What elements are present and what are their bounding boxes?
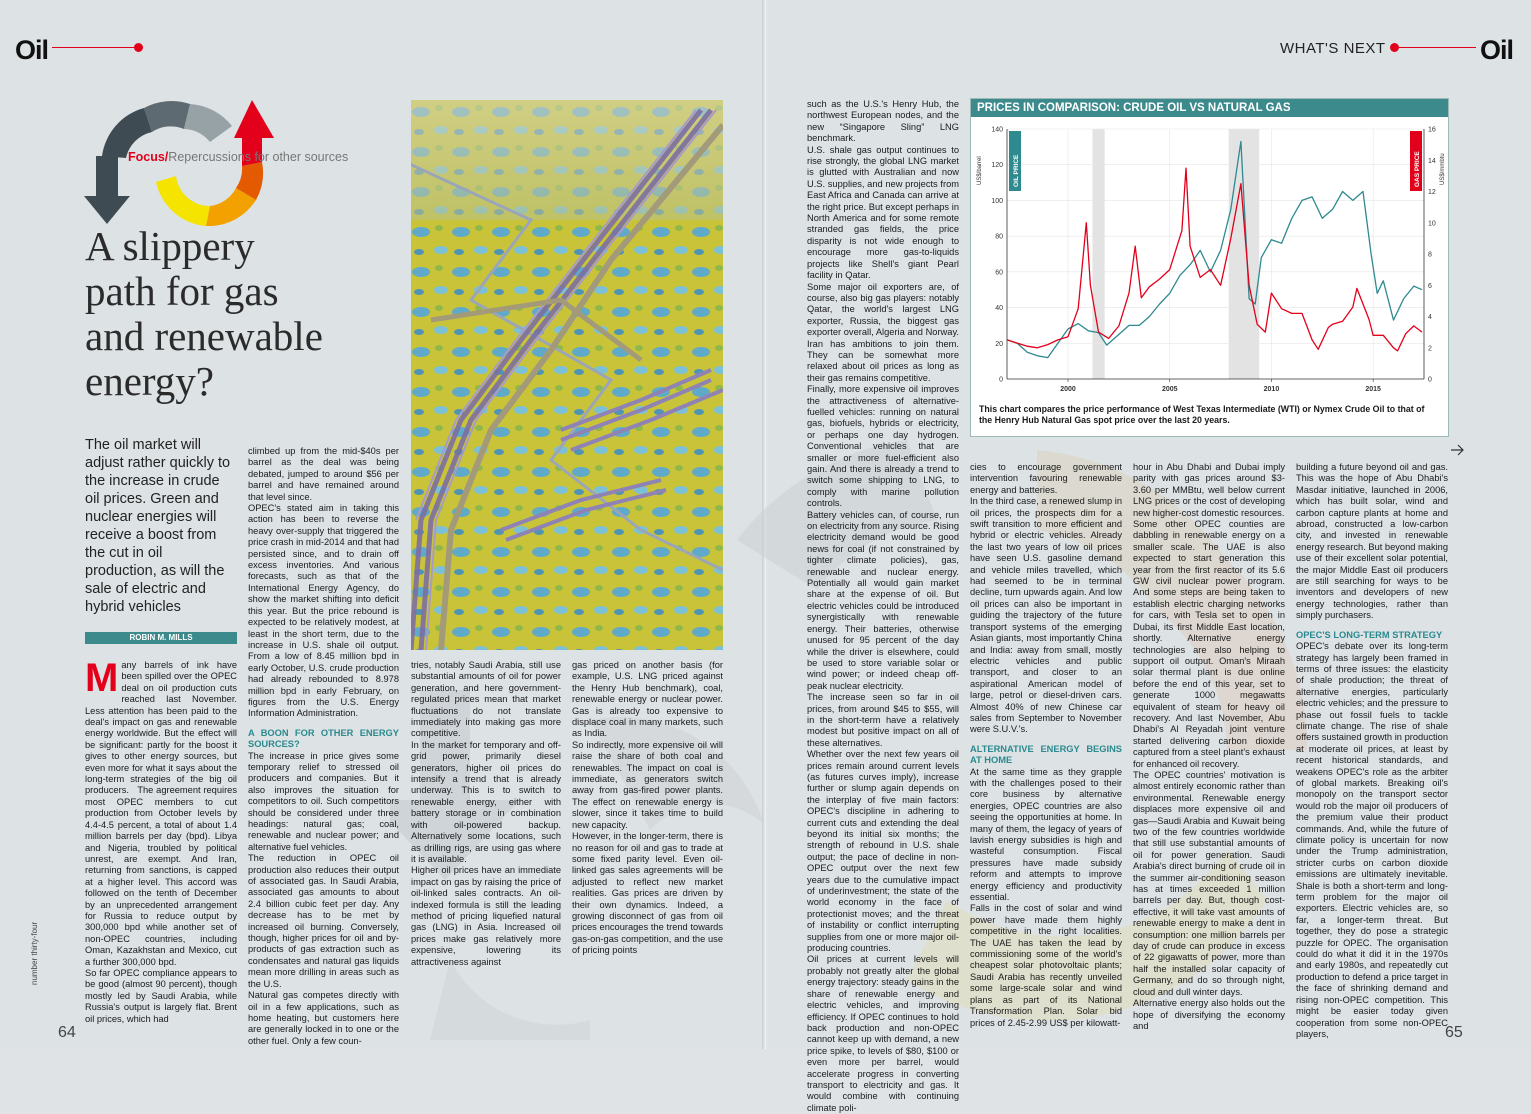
oil-logo-left: Oil	[15, 35, 49, 65]
left-page	[0, 0, 764, 1049]
paragraph: OPEC's debate over its long-term strategy has largely been framed in terms of three issues: the elasticity of shale production; the threat of alternative energies, particularly electric vehicles; and the pressure to phase out fossil fuels to tackle climate change. The rise of shale offers sustained growth in production at moderate oil prices, at least by recent historical standards, and weakens OPEC's role as the arbiter of global markets. Breaking oil's monopoly on the transport sector would rob the major oil producers of the premium value their product commands. And, while the future of climate policy is uncertain for now under the Trump administration, stricter curbs on carbon dioxide emissions are ultimately inevitable. Shale is both a short-term and long-term problem for the major oil exporters. Electric vehicles are, so far, a longer-term threat. But together, they do pose a strategic puzzle for OPEC. The organisation could do what it did it in the 1970s and early 1980s, and repeatedly cut production to defend a price target in the face of shrinking demand and rising non-OPEC competition. This might be easier today given cooperation from some non-OPEC players,	[1296, 641, 1448, 1039]
paragraph: At the same time as they grapple with the challenges posed to their core business by alternative energies, OPEC countries are also seeing the opportunities at home. In many of them, the legacy of years of lavish energy subsidies is high and wasteful consumption. Fiscal pressures have made subsidy reform and attempts to improve energy efficiency and productivity essential.	[970, 766, 1122, 903]
recession-shade	[1229, 129, 1260, 379]
article-title: A slippery path for gas and renewable energy?	[85, 223, 323, 404]
y-right-tick-label: 8	[1428, 251, 1432, 259]
y-left-tick-label: 60	[995, 269, 1003, 277]
paragraph: cies to encourage government intervention favouring renewable energy and batteries.	[970, 462, 1122, 495]
chart-plot	[971, 117, 1448, 404]
y-right-tick-label: 16	[1428, 126, 1436, 134]
paragraph: hour in Abu Dhabi and Dubai imply parity with gas prices around $3-3.60 per MMBtu, well below current LNG prices or the cost of developing new higher-cost domestic resources.	[1133, 462, 1285, 518]
paragraph: climbed up from the mid-$40s per barrel as the deal was being debated, jumped to around $56 per barrel and have remained around that level since.	[248, 446, 399, 502]
y-left-tick-label: 140	[991, 126, 1003, 134]
header-rule-right	[1396, 47, 1476, 48]
page-number-left: 64	[58, 1024, 76, 1041]
paragraph: The increase seen so far in oil prices, from around $45 to $55, will in the short-term have a relatively modest but positive impact on all of these alternatives.	[807, 692, 959, 748]
subheading-boon: A BOON FOR OTHER ENERGY SOURCES?	[248, 727, 399, 750]
y-right-tick-label: 2	[1428, 345, 1432, 353]
paragraph: Falls in the cost of solar and wind power have made them highly competitive in the right localities. The UAE has taken the lead by commissioning some of the world's cheapest solar photovoltaic plants; Saudi Arabia has recently unveiled some large-scale solar and wind plans as part of its National Transformation Plan. Solar bid prices of 2.45-2.99 US$ per kilowatt-	[970, 903, 1122, 1028]
y-left-label: OIL PRICE	[1013, 154, 1020, 187]
gas-price-line	[1007, 168, 1422, 351]
paragraph: U.S. shale gas output continues to rise strongly, the global LNG market is glutted with Australian and now U.S. supplies, and new projects from East Africa and Canada can arrive at the right price. But except perhaps in North America and for some remote stranded gas fields, the price disparity is not wide enough to encourage more gas-to-liquids projects like Shell's giant Pearl facility in Qatar.	[807, 144, 959, 281]
chart-title: PRICES IN COMPARISON: CRUDE OIL VS NATURAL GAS	[971, 99, 1448, 117]
paragraph: The increase in price gives some temporary relief to stressed oil producers and companies. But it also improves the situation for competitors to oil. Such competitors should be considered under three headings: natural gas; coal, renewable and nuclear power; and alternative fuel vehicles.	[248, 750, 399, 852]
paragraph: So indirectly, more expensive oil will raise the share of both coal and renewables. The impact on coal is immediate, as generators switch away from gas-fired power plants. The effect on renewable energy is slower, since it takes time to build new capacity.	[572, 739, 723, 830]
paragraph: gas priced on another basis (for example, U.S. LNG priced against the Henry Hub benchmark), coal, renewable energy or nuclear power. Gas is already too expensive to displace coal in many markets, such as India.	[572, 660, 723, 739]
x-tick-label: 2000	[1060, 386, 1076, 393]
y-left-tick-label: 20	[995, 340, 1003, 348]
y-left-tick-label: 40	[995, 305, 1003, 313]
column-5	[807, 99, 959, 1114]
y-right-tick-label: 14	[1428, 157, 1436, 165]
section-label: WHAT'S NEXT	[1280, 40, 1386, 57]
continue-arrow-icon	[1451, 444, 1465, 456]
x-tick-label: 2005	[1161, 386, 1178, 393]
article-lede: The oil market will adjust rather quickly to the increase in crude oil prices. Green and nuclear energies will receive a boost from the cut in oil production, as will the sale of electric and hybrid vehicles	[85, 437, 231, 615]
paragraph: Oil prices at current levels will probably not greatly alter the global energy trajectory: steady gains in the share of renewable energy and electric vehicles, and improving efficiency. If OPEC continues to hold back production and non-OPEC cannot keep up with demand, a new price spike, to levels of $80, $100 or even more per barrel, would accelerate progress in converting transport to electricity and gas. It would combine with continuing climate poli-	[807, 954, 959, 1113]
y-left-tick-label: 80	[995, 233, 1003, 241]
paragraph: Natural gas competes directly with oil in a few applications, such as home heating, but customers here are generally locked in to one or the other fuel. Only a few coun-	[248, 990, 399, 1046]
oil-price-line	[1007, 142, 1422, 358]
paragraph: such as the U.S.'s Henry Hub, the northwest European nodes, and the new “Singapore Sling” LNG benchmark.	[807, 99, 959, 144]
column-7	[1133, 462, 1285, 1032]
paragraph: In the third case, a renewed slump in oil prices, the prospects dim for a swift transition to more efficient and hybrid or electric vehicles. Already the last two years of low oil prices have seen U.S. gasoline demand and vehicle miles travelled, which had seemed to be in terminal decline, turn upwards again. And low oil prices can also be important in guiding the trajectory of the future transport systems of the emerging Asian giants, most importantly China and India: away from small, mostly electric vehicles and public transport, and closer to an aspirational American model of large, petrol or diesel-driven cars. Almost 40% of new Chinese car sales from September to November were S.U.V.'s.	[970, 496, 1122, 735]
column-2	[248, 446, 399, 1047]
paragraph: building a future beyond oil and gas. This was the hope of Abu Dhabi's Masdar initiative, launched in 2006, which has built solar, wind and carbon capture plants at home and abroad, constructed a low-carbon city, and invested in renewable energy research. But beyond making use of their excellent solar potential, the major Middle East oil producers are still searching for ways to be inventors and developers of new energy technologies, rather than simply purchasers.	[1296, 462, 1448, 621]
header-rule-left	[52, 47, 138, 48]
y-right-tick-label: 6	[1428, 282, 1432, 290]
issue-number: number thirty-four	[30, 921, 39, 985]
x-tick-label: 2010	[1263, 386, 1280, 393]
y-right-unit: US$/mmbtu	[1440, 153, 1446, 185]
paragraph: So far OPEC compliance appears to be good (almost 90 percent), though mostly led by Saudi Arabia, while Russia's output is largely flat. Brent oil prices, which had	[85, 967, 237, 1024]
price-comparison-chart	[970, 98, 1449, 437]
subheading-alternative: ALTERNATIVE ENERGY BEGINS AT HOME	[970, 743, 1122, 766]
paragraph: In the market for temporary and off-grid power, primarily diesel generators, higher oil prices do intensify a trend that is already underway. This is to switch to renewable energy, either with battery storage or in combination with oil-powered backup. Alternatively some locations, such as drilling rigs, are using gas where it is available.	[411, 739, 561, 864]
y-right-tick-label: 0	[1428, 376, 1432, 384]
y-right-tick-label: 12	[1428, 189, 1436, 196]
pipeline-aerial-photo	[411, 100, 723, 650]
paragraph: Higher oil prices have an immediate impact on gas by raising the price of oil-linked sales contracts. An oil-indexed formula is still the leading method of pricing liquefied natural gas (LNG) in Asia. Increased oil prices make gas relatively more expensive, lowering its attractiveness against	[411, 865, 561, 967]
page-number-right: 65	[1445, 1024, 1463, 1041]
column-4	[572, 660, 723, 957]
y-left-tick-label: 0	[999, 376, 1003, 384]
column-6	[970, 462, 1122, 1029]
subheading-strategy: OPEC'S LONG-TERM STRATEGY	[1296, 629, 1443, 640]
x-tick-label: 2015	[1365, 386, 1381, 393]
paragraph: The reduction in OPEC oil production also reduces their output of associated gas. In Saudi Arabia, associated gas amounts to about 2.4 billion cubic feet per day. Any decrease has to be met by increased oil burning. Conversely, though, higher prices for oil and by-products of gas extraction such as condensates and natural gas liquids mean more drilling in areas such as the U.S.	[248, 853, 399, 989]
paragraph: Finally, more expensive oil improves the attractiveness of alternative-fuelled vehicles: running on natural gas, biofuels, hybrids or electricity, or perhaps one day hydrogen. Conventional vehicles that are smaller or more fuel-efficient also gain. And there is already a trend to switch some shipping to LNG, to comply with marine pollution controls.	[807, 384, 959, 509]
drop-cap: M	[85, 656, 119, 700]
paragraph: OPEC's stated aim in taking this action has been to reverse the heavy over-supply that triggered the price crash in mid-2014 and that had persisted since, and to drain off excess inventories. And various forecasts, such as that of the International Energy Agency, do show the market shifting into deficit this year. But the price rebound is expected to be relatively modest, at least in the short term, due to the increase in U.S. shale oil output. From a low of 8.45 million bpd in early October, U.S. crude production had already rebounded to 8.978 million bpd in early February, on figures from the U.S. Energy Information Administration.	[248, 503, 399, 719]
paragraph: Whether over the next few years oil prices remain around current levels (as futures curves imply), increase further or slump again depends on the interplay of five main factors: OPEC's discipline in adhering to current cuts and extending the deal beyond its initial six months; the strength of rebound in U.S. shale output; the pace of decline in non-OPEC output over the next few years due to the cumulative impact of underinvestment; the state of the world economy in the face of protectionist moves; and the threat of instability or conflict interrupting supplies from one or more major oil-producing countries.	[807, 749, 959, 954]
column-1	[85, 656, 237, 1025]
paragraph: any barrels of ink have been spilled over the OPEC deal on oil production cuts reached last November. Less attention has been paid to the deal's impact on gas and renewable energy worldwide. But the effect will be significant: partly for the boost it gives to other energy sources, but even more for what it says about the long-term strategies of the big oil producers. The agreement requires most OPEC members to cut production from October levels by 4.4-4.5 percent, a total of about 1.4 million barrels per day (bpd). Libya and Nigeria, troubled by political unrest, are exempt. And Iran, returning from sanctions, is capped at a higher level. This accord was followed on the tenth of December by an unprecedented arrangement for Russia to reduce output by 300,000 bpd while another set of non-OPEC countries, including Oman, Kazakhstan and Mexico, cut a further 300,000 bpd.	[85, 660, 237, 967]
y-right-tick-label: 10	[1428, 220, 1436, 228]
column-3	[411, 660, 561, 968]
paragraph: Alternative energy also holds out the hope of diversifying the economy and	[1133, 998, 1285, 1031]
header-dot-left	[134, 43, 143, 52]
byline: ROBIN M. MILLS	[85, 632, 237, 644]
paragraph: The OPEC countries' motivation is almost entirely economic rather than environmental. Renewable energy displaces more expensive oil and gas—Saudi Arabia and Kuwait being two of the few countries worldwide that still use substantial amounts of oil for power generation. Saudi Arabia's direct burning of crude oil in the summer air-conditioning season has at times exceeded 1 million barrels per day. But, though cost-effective, it will take vast amounts of renewable energy to make a dent in consumption: one million barrels per day of crude can produce in excess of 22 gigawatts of power, more than half the installed solar capacity of Germany, and do so through night, cloud and dull winter days.	[1133, 769, 1285, 997]
y-left-tick-label: 120	[991, 162, 1003, 170]
chart-caption: This chart compares the price performance of West Texas Intermediate (WTI) or Nymex Crude Oil to that of the Henry Hub Natural Gas spot price over the last 20 years.	[979, 404, 1425, 425]
paragraph: Battery vehicles can, of course, run on electricity from any source. Rising electricity demand would be good news for coal (if not constrained by tighter climate policies), gas, renewable and nuclear energy. Potentially all would gain market share at the expense of oil. But electric vehicles could be introduced synergistically with renewable energy. Their batteries, otherwise unused for 95 percent of the day while the driver is elsewhere, could be used to store variable solar or wind power; or indeed cheap off-peak nuclear electricity.	[807, 509, 959, 691]
y-left-unit: US$/barrel	[977, 156, 983, 185]
y-right-tick-label: 4	[1428, 314, 1432, 321]
column-8	[1296, 462, 1448, 1040]
paragraph: Some major oil exporters are, of course, also big gas players: notably Qatar, the world's largest LNG exporter, Russia, the biggest gas exporter overall, Algeria and Norway. Iran has ambitions to join them. They can be somewhat more relaxed about oil prices as long as their gas remains competitive.	[807, 281, 959, 383]
y-left-tick-label: 100	[991, 197, 1003, 205]
paragraph: tries, notably Saudi Arabia, still use substantial amounts of oil for power generation, and here government-regulated prices mean that market fluctuations do not translate immediately into making gas more competitive.	[411, 660, 561, 739]
paragraph: Some other OPEC counties are dabbling in renewable energy on a smaller scale. The UAE is also expected to start generation this year from the first reactor of its 5.6 GW civil nuclear power program. And some steps are being taken to establish electric charging networks for cars, with Tesla set to open in Dubai, its first Middle East location, shortly. Alternative energy technologies are also helping to support oil output. Oman's Miraah solar thermal plant is due online before the end of this year, set to generate 1000 megawatts equivalent of steam for heavy oil recovery. And last November, Abu Dhabi's Al Reyadah joint venture started delivering carbon dioxide captured from a steel plant's exhaust for enhanced oil recovery.	[1133, 519, 1285, 769]
recession-shade	[1092, 129, 1104, 379]
y-right-label: GAS PRICE	[1414, 151, 1421, 187]
paragraph: However, in the longer-term, there is no reason for oil and gas to trade at some fixed parity level. Even oil-linked gas sales agreements will be adjusted to reflect new market realities. Gas prices are driven by their own dynamics. Indeed, a growing disconnect of gas from oil prices encourages the trend towards gas-on-gas competition, and the use of pricing points	[572, 831, 723, 956]
oil-logo-right: Oil	[1480, 35, 1514, 65]
focus-label: Focus/Repercussions for other sources	[128, 150, 349, 164]
